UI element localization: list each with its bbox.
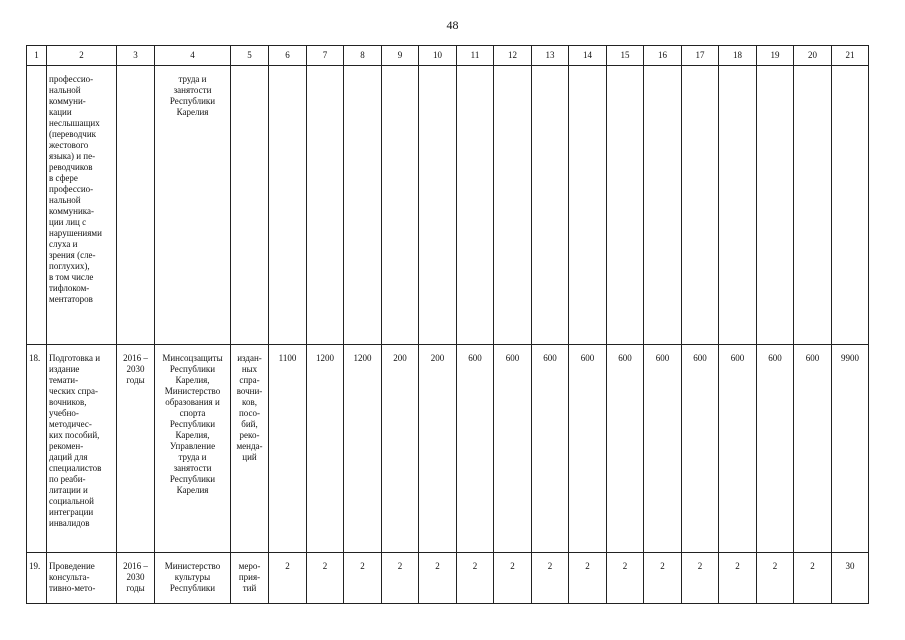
value-cell: 2 [494,553,532,604]
column-header: 1 [27,46,47,66]
value-cell: 600 [569,345,607,553]
column-header: 4 [155,46,231,66]
unit-cell [231,66,269,345]
value-cell [307,66,344,345]
value-cell [494,66,532,345]
unit-cell: меро- прия- тий [231,553,269,604]
table-row [27,345,869,553]
column-header: 18 [719,46,757,66]
column-header: 9 [382,46,419,66]
table-row [27,66,869,345]
value-cell: 600 [494,345,532,553]
value-cell: 2 [269,553,307,604]
value-cell: 600 [644,345,682,553]
value-cell: 2 [569,553,607,604]
header-row [27,46,869,66]
value-cell [344,66,382,345]
executor-cell: Министерство культуры Республики [155,553,231,604]
value-cell: 2 [682,553,719,604]
unit-cell: издан- ных спра- вочни- ков, посо- бий, реко- менда- ций [231,345,269,553]
value-cell [794,66,832,345]
column-header: 7 [307,46,344,66]
column-header: 6 [269,46,307,66]
value-cell: 2 [719,553,757,604]
value-cell: 2 [532,553,569,604]
value-cell: 2 [307,553,344,604]
value-cell: 1200 [344,345,382,553]
value-cell: 2 [457,553,494,604]
program-table [26,45,869,604]
period-cell [117,66,155,345]
value-cell: 2 [382,553,419,604]
column-header: 12 [494,46,532,66]
value-cell: 600 [757,345,794,553]
value-cell: 2 [419,553,457,604]
value-cell: 1200 [307,345,344,553]
column-header: 16 [644,46,682,66]
column-header: 21 [832,46,869,66]
value-cell [269,66,307,345]
value-cell [419,66,457,345]
column-header: 10 [419,46,457,66]
page-number: 48 [446,18,459,32]
value-cell [607,66,644,345]
value-cell [644,66,682,345]
value-cell [532,66,569,345]
total-cell: 9900 [832,345,869,553]
value-cell: 200 [382,345,419,553]
measure-name: профессио- нальной коммуни- кации неслышащих (переводчик жестового языка) и пе- реводчиков в сфере профессио- нальной коммуника- ции лиц с нарушениями слуха и зрения (сле- поглухих), в том числе тифлоком- ментаторов [47,66,117,345]
period-cell: 2016 – 2030 годы [117,345,155,553]
value-cell [569,66,607,345]
column-header: 15 [607,46,644,66]
column-header: 14 [569,46,607,66]
value-cell: 2 [644,553,682,604]
row-number: 19. [27,553,47,604]
value-cell: 600 [682,345,719,553]
value-cell: 2 [344,553,382,604]
column-header: 13 [532,46,569,66]
column-header: 5 [231,46,269,66]
value-cell: 600 [794,345,832,553]
column-header: 20 [794,46,832,66]
value-cell: 600 [457,345,494,553]
value-cell [757,66,794,345]
measure-name: Проведение консульта- тивно-мето- [47,553,117,604]
total-cell [832,66,869,345]
value-cell: 2 [794,553,832,604]
column-header: 17 [682,46,719,66]
table-row [27,553,869,604]
row-number: 18. [27,345,47,553]
period-cell: 2016 – 2030 годы [117,553,155,604]
value-cell [682,66,719,345]
value-cell: 2 [757,553,794,604]
value-cell: 200 [419,345,457,553]
column-header: 8 [344,46,382,66]
value-cell: 600 [719,345,757,553]
measure-name: Подготовка и издание темати- ческих спра- вочников, учебно- методичес- ких пособий, рекомен- даций для специалистов по реаби- литации и социальной интеграции инвалидов [47,345,117,553]
value-cell [457,66,494,345]
row-number [27,66,47,345]
value-cell: 600 [607,345,644,553]
value-cell [382,66,419,345]
executor-cell: труда и занятости Республики Карелия [155,66,231,345]
value-cell: 600 [532,345,569,553]
value-cell [719,66,757,345]
column-header: 3 [117,46,155,66]
executor-cell: Минсоцзащиты Республики Карелия, Министерство образования и спорта Республики Карелия, Управление труда и занятости Республики Карелия [155,345,231,553]
value-cell: 1100 [269,345,307,553]
value-cell: 2 [607,553,644,604]
column-header: 2 [47,46,117,66]
column-header: 19 [757,46,794,66]
column-header: 11 [457,46,494,66]
total-cell: 30 [832,553,869,604]
